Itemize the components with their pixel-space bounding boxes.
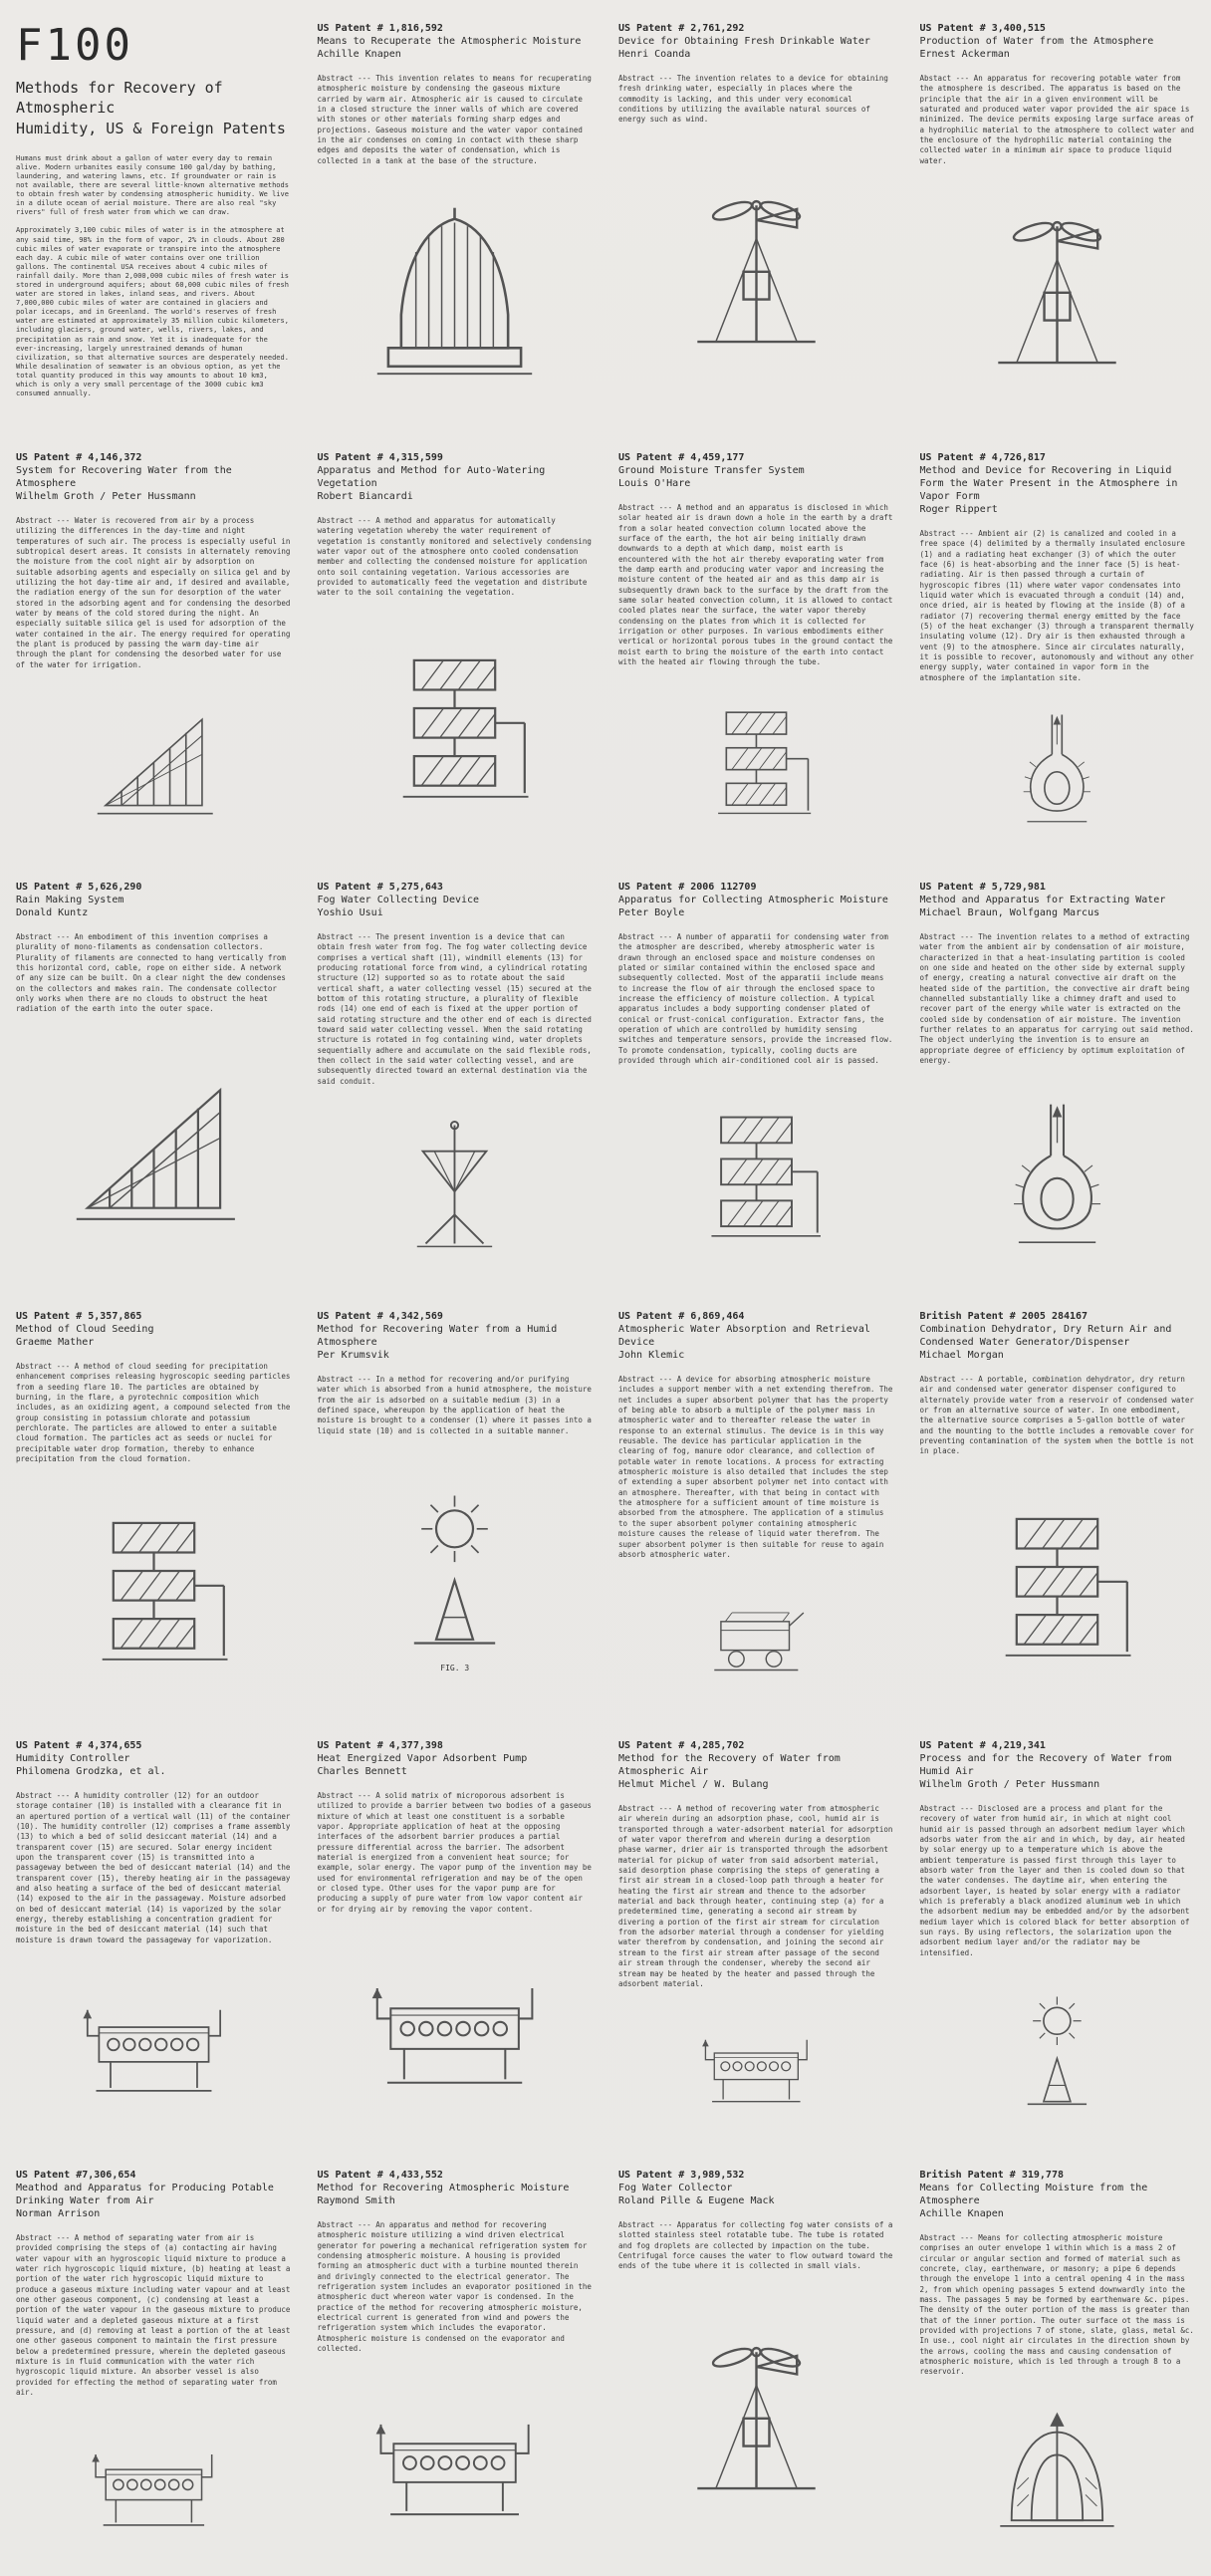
patent-figure	[318, 1915, 594, 2141]
patent-abstract: Abstract --- A solid matrix of microporous adsorbent is utilized to provide a barrier between two bodies of a gaseous mixture of which at least one constituent is a sorbable vapor. Appropriate application of heat at the opposing interfaces of the adsorbent barrier produces a partial pressure differential across the barrier. The adsorbent material is energized from a convenient heat source; for example, solar energy. The vapor pump of the invention may be used for environmental refrigeration and may be of the open or closed type. Other uses for the vapor pump are for producing a supply of pure water from low vapor content air or for drying air by removing the vapor content.	[317, 1791, 592, 1914]
patent-header	[318, 1310, 594, 1362]
patent-entry	[616, 0, 896, 429]
patent-entry	[918, 1288, 1198, 1717]
patent-abstract: Abstract --- A number of apparatii for condensing water from the atmospher are described, whereby atmospheric water is drawn through an enclosed space and moisture condenses on plated or similar contained within the enclosed space and subsequently collected. Most of the apparatii include means to increase the flow of air through the enclosed space to increase the efficiency of moisture collection. A typical apparatus includes a body supporting condenser plated of conical or frust-conical configuration. Extractor fans, the operation of which are controlled by humidity sensing switches and temperature sensors, provide the increased flow. To promote condensation, typically, cooling ducts are provided through which air-conditioned cool air is passed.	[618, 932, 893, 1066]
patent-entry	[918, 859, 1198, 1288]
patent-header	[16, 451, 292, 503]
patent-header	[16, 1310, 292, 1349]
patent-inventor: Louis O'Hare	[618, 478, 691, 489]
patent-figure	[618, 2272, 894, 2570]
patent-abstract: Abstract --- The present invention is a device that can obtain fresh water from fog. The fog water collecting device comprises a vertical shaft (11), windmill elements (13) for producing rotational force from wind, a cylindrical rotating structure (12) supported so as to rotate about the said vertical shaft, a water collecting vessel (15) secured at the bottom of this rotating structure, a plurality of flexible rods (14) one end of each is fixed at the upper portion of said rotating structure and the other end of each is directed toward said water collecting vessel. When the said rotating structure is rotated in fog containing wind, water droplets sequentially adhere and accumulate on the said flexible rods, then collect in the said water collecting vessel, and are subsequently directed toward an external destination via the said conduit.	[317, 932, 592, 1086]
patent-abstract: Abstract --- Ambient air (2) is canalized and cooled in a free space (4) delimited by a thermally insulated enclosure (1) and a radiating heat exchanger (3) of which the outer face (6) is heat-absorbing and the inner face (5) is heat-radiating. Air is then passed through a curtain of hygroscopic fibres (11) where water vapor condensates into liquid water which is evacuated through a conduit (14) and, once dried, air is heated by flowing at the inside (8) of a radiator (7) recovering thermal energy emitted by the face (5) of the heat exchanger (3) through a transparent thermally insulating volume (12). Dry air is then exhausted through a vent (9) to the atmosphere. Since air circulates naturally, it is possible to recover, autonomously and without any other energy supply, water contained in vapor form in the atmosphere of the implantation site.	[919, 529, 1194, 682]
machine-sketch-icon	[91, 2422, 217, 2548]
mast-sketch-icon	[664, 2330, 848, 2514]
patent-header	[618, 451, 894, 490]
patent-abstract: Abstract --- A method of separating water from air is provided comprising the steps of (a) contacting air having water vapour with an hygroscopic liquid mixture to produce a water rich hygroscopic liquid mixture, (b) heating at least a portion of the water rich hygroscopic liquid mixture to produce a gaseous mixture including water vapour and at least one other gaseous component, (c) condensing at least a portion of the water vapour in the gaseous mixture to produce liquid water and a depleted gaseous mixture at a first pressure, and (d) removing at least a portion of the at least one other gaseous component to maintain the first pressure below a predetermined pressure, wherein the depleted gaseous mixture is in fluid communication with the water rich hygroscopic liquid mixture. An absorber vessel is also provided for effecting the method of separating water from air.	[16, 2233, 291, 2398]
patent-number: US Patent # 5,626,290	[16, 882, 142, 893]
patent-entry	[14, 429, 294, 859]
patent-header	[618, 22, 894, 61]
patent-abstract: Abstract --- A portable, combination dehydrator, dry return air and condensed water generator dispenser configured to alternately provide water from a reservoir of condensed water or from an alternative source of water. In one embodiment, the alternative source comprises a 5-gallon bottle of water and the mounting to the bottle includes a removable cover for preventing contamination of the system when the bottle is not in place.	[919, 1375, 1194, 1456]
patent-number: US Patent # 4,433,552	[317, 2170, 443, 2181]
patent-entry	[316, 0, 596, 429]
patent-figure	[618, 668, 894, 854]
machine-sketch-icon	[701, 2011, 812, 2122]
box-wheel-sketch-icon	[701, 1582, 812, 1692]
patent-entry	[918, 2147, 1198, 2576]
patent-title: Atmospheric Water Absorption and Retrieval Device	[618, 1324, 870, 1348]
patent-number: US Patent # 4,459,177	[618, 452, 745, 463]
patent-entry	[316, 429, 596, 859]
patent-entry	[616, 429, 896, 859]
patent-inventor: Raymond Smith	[317, 2195, 395, 2206]
patent-figure	[318, 599, 594, 853]
patent-entry	[316, 1717, 596, 2147]
patent-title: Meathod and Apparatus for Producing Potable Drinking Water from Air	[16, 2183, 274, 2206]
patent-title: Method for Recovering Atmospheric Moisture	[317, 2183, 570, 2193]
patent-header	[920, 451, 1196, 516]
sunburst-sketch-icon	[990, 1983, 1124, 2118]
patent-entry	[14, 1288, 294, 1717]
patent-title: System for Recovering Water from the Atmosphere	[16, 465, 232, 489]
patent-title: Apparatus and Method for Auto-Watering Vegetation	[317, 465, 546, 489]
patent-header	[318, 881, 594, 919]
patent-header	[618, 1310, 894, 1362]
patent-number: US Patent # 5,357,865	[16, 1311, 142, 1322]
patent-entry	[918, 1717, 1198, 2147]
subtitle-line-1: Methods for Recovery of Atmospheric	[16, 79, 223, 118]
stack-sketch-icon	[363, 635, 547, 819]
patent-entry	[316, 1288, 596, 1717]
patent-abstract: Abstract --- In a method for recovering and/or purifying water which is absorbed from a humid atmosphere, the moisture from the air is adsorbed on a suitable medium (3) in a defined space, whereupon by the application of heat the moisture is brought to a condenser (1) where it passes into a liquid state (10) and is collected in a suitable manner.	[317, 1375, 592, 1435]
patent-figure	[16, 1945, 292, 2141]
lattice-sketch-icon	[87, 695, 221, 830]
patent-title: Production of Water from the Atmosphere	[919, 36, 1154, 47]
patent-header	[618, 881, 894, 919]
patent-title: Method for Recovering Water from a Humid Atmosphere	[317, 1324, 558, 1348]
patent-number: US Patent # 4,146,372	[16, 452, 142, 463]
patent-figure	[318, 1087, 594, 1282]
vessel-sketch-icon	[986, 2404, 1128, 2546]
patent-number: British Patent # 319,778	[919, 2170, 1064, 2181]
stack-sketch-icon	[676, 1095, 837, 1255]
figure-label: FIG. 3	[440, 1664, 470, 1674]
patent-inventor: Achille Knapen	[317, 49, 401, 60]
patent-header	[318, 22, 594, 61]
patent-number: US Patent # 4,285,702	[618, 1740, 745, 1751]
patent-header	[318, 1739, 594, 1778]
patent-title: Means for Collecting Moisture from the Atmosphere	[919, 2183, 1148, 2206]
machine-sketch-icon	[82, 1972, 226, 2117]
title-block	[14, 0, 294, 429]
patent-figure	[920, 1958, 1196, 2141]
patent-header	[318, 451, 594, 503]
subtitle-line-2: Humidity, US & Foreign Patents	[16, 119, 286, 137]
patent-title: Method of Cloud Seeding	[16, 1324, 154, 1335]
patent-inventor: Robert Biancardi	[317, 491, 413, 502]
patent-number: US Patent # 2006 112709	[618, 882, 757, 893]
patent-inventor: Graeme Mather	[16, 1337, 95, 1348]
patent-inventor: Charles Bennett	[317, 1766, 407, 1777]
patent-abstract: Abstract --- A device for absorbing atmospheric moisture includes a support member with a net extending therefrom. The net includes a super absorbent polymer that has the property of being able to absorb a multiple of the polymer mass in atmospheric water and to thereafter release the water in response to an external stimulus. The device is in this way reusable. The device has particular application in the clearing of fog, manure odor clearance, and collection of potable water in remote locations. A process for extracting atmospheric moisture is also detailed that includes the step of extending a super absorbent polymer net into contact with an atmosphere. Thereafter, with that being in contact with the atmosphere for a sufficient amount of time moisture is absorbed from the atmosphere. The application of a stimulus to the super absorbent polymer containing atmospheric moisture causes the release of liquid water therefrom. The super absorbent polymer is then suitable for reuse to again absorb atmospheric water.	[618, 1375, 893, 1559]
patent-header	[318, 2169, 594, 2207]
patent-header	[920, 1310, 1196, 1362]
patent-entry	[616, 1717, 896, 2147]
patent-abstract: Abstact --- An apparatus for recovering potable water from the atmosphere is described. The apparatus is based on the principle that the air in a given environment will be saturated and produced water vapor provided the air space is minimized. The device permits exposing large surface areas of a hydrophilic material to the atmosphere to collect water and the enclosure of the hydrophilic material containing the collected water in a minimum air space to produce liquid water.	[919, 74, 1194, 165]
patent-title: Process and for the Recovery of Water from Humid Air	[919, 1753, 1172, 1777]
patent-abstract: Abstract --- Means for collecting atmospheric moisture comprises an outer envelope 1 within which is a mass 2 of circular or angular section and formed of material such as concrete, clay, earthenware, or masonry; a pipe 6 depends through the envelope 1 into a central opening 4 in the mass 2, from which opening passages 5 extend downwardly into the mass. The passages 5 may be formed by earthenware &c. pipes. The density of the outer portion of the mass is greater than that of the inner portion. The outer surface ot the mass is provided with projections 7 of stone, slate, glass, metal &c. In use., cool night air circulates in the direction shown by the arrows, cooling the mass and causing condensation of atmospheric moisture, which is led through a trough 8 to a reservoir.	[919, 2233, 1194, 2377]
page-subtitle	[16, 78, 292, 138]
patent-title: Combination Dehydrator, Dry Return Air and Condensed Water Generator/Dispenser	[919, 1324, 1172, 1348]
patent-number: US Patent # 4,219,341	[919, 1740, 1046, 1751]
patent-abstract: Abstract --- The invention relates to a method of extracting water from the ambient air by condensation of air moisture, characterized in that a heat-insulating partition is cooled on one side and heated on the other side by external supply of energy, creating a natural convective air draft on the heated side of the partition, the convective air draft being channelled substantially like a chimney draft and used to recover part of the energy while water is extracted on the cooled side by condensation of air moisture. The invention further relates to an apparatus for carrying out said method. The object underlying the invention is to ensure an appropriate degree of efficiency by optimum exploitation of energy.	[919, 932, 1194, 1066]
patent-abstract: Abstract --- A method and an apparatus is disclosed in which solar heated air is drawn down a hole in the earth by a draft from a solar heated convection column located above the surface of the earth, the hot air being initially drawn downwards to a depth at which damp, moist earth is encountered with the hot air thereby evaporating water from the damp earth and producing water vapor and increasing the moisture content of the heated air and as this damp air is subsequently drawn back to the surface by the draft from the same solar heated convection column, it is allowed to contact cooled plates near the surface, the water vapor thereby condensing on the plates from which it is collected for irrigation or other purposes. In various embodiments either vertical or horizontal porous tubes in the ground contact the moist earth to bring the moisture of the earth into contact with the heated air flowing through the tube.	[618, 503, 893, 667]
patent-figure	[16, 1464, 292, 1711]
intro-paragraph-2: Approximately 3,100 cubic miles of water is in the atmosphere at any said time, 98% in the form of vapor, 2% in clouds. About 280 cubic miles of water evaporate or transpire into the atmosphere each day. A cubic mile of water contains over one trillion gallons. The continental USA receives about 4 cubic miles of rainfall daily. More than 2,000,000 cubic miles of fresh water is stored in underground aquifers; about 60,000 cubic miles of fresh water are stored in lakes, inland seas, and rivers. About 7,000,000 cubic miles of water are contained in glaciers and polar icecaps, and in Greenland. The world's reserves of fresh water are estimated at approximately 35 million cubic kilometers, including glaciers, ground water, wells, rivers, lakes, and precipitation as rain and snow. Yet it is inadequate for the ever-increasing, largely unrestrained demands of human civilization, so that alternative sources are desperately needed. While desalination of seawater is an obvious option, as yet the total quantity produced in this way amounts to about 10 km3, which is only a very small percentage of the 3000 cubic km3 consumed annually.	[16, 226, 289, 398]
patent-title: Rain Making System	[16, 895, 124, 905]
patent-header	[920, 881, 1196, 919]
patent-inventor: Philomena Grodzka, et al.	[16, 1766, 166, 1777]
patent-abstract: Abstract --- A method and apparatus for automatically watering vegetation whereby the water requirement of vegetation is constantly monitored and selectively condensing water vapor out of the atmosphere onto cooled condensation member and collecting the condensed moisture for application onto soil containing vegetation. Various accessories are provided to automatically feed the vegetation and distribute water to the soil containing the vegetation.	[317, 516, 592, 598]
patent-header	[920, 2169, 1196, 2220]
patent-header	[16, 2169, 292, 2220]
patent-number: US Patent # 6,869,464	[618, 1311, 745, 1322]
patent-title: Fog Water Collecting Device	[317, 895, 480, 905]
patent-entry	[316, 859, 596, 1288]
patent-inventor: Yoshio Usui	[317, 907, 383, 918]
stack-sketch-icon	[965, 1493, 1149, 1677]
patent-number: US Patent # 4,377,398	[317, 1740, 443, 1751]
patent-number: US Patent # 4,374,655	[16, 1740, 142, 1751]
patent-figure	[618, 126, 894, 423]
patent-inventor: Wilhelm Groth / Peter Hussmann	[16, 491, 196, 502]
patent-entry	[14, 2147, 294, 2576]
patent-figure	[920, 2378, 1196, 2570]
patent-inventor: Roger Rippert	[919, 504, 998, 515]
patent-figure	[618, 1066, 894, 1282]
patent-number: US Patent # 1,816,592	[317, 23, 443, 34]
mast-sketch-icon	[664, 183, 848, 368]
stack-sketch-icon	[688, 693, 825, 830]
bulb-sketch-icon	[977, 1095, 1137, 1255]
patent-number: US Patent # 3,400,515	[919, 23, 1046, 34]
patent-number: US Patent # 5,275,643	[317, 882, 443, 893]
patent-header	[16, 881, 292, 919]
stack-sketch-icon	[62, 1497, 246, 1681]
patent-inventor: Wilhelm Groth / Peter Hussmann	[919, 1779, 1100, 1790]
patent-figure	[920, 1066, 1196, 1282]
patent-inventor: Michael Morgan	[919, 1350, 1004, 1361]
patent-title: Means to Recuperate the Atmospheric Moisture	[317, 36, 582, 47]
dome-sketch-icon	[363, 204, 547, 388]
patent-figure	[16, 670, 292, 853]
patent-abstract: Abstract --- Disclosed are a process and plant for the recovery of water from humid air, in which at night cool humid air is passed through an adsorbent medium layer which adsorbs water from the air and in which, by day, air heated by solar energy up to a temperature which is above the ambient temperature is passed first through this layer to absorb water from the layer and then is cooled down so that the water condenses. The daytime air, when entering the adsorbent layer, is heated by solar energy with a radiator which is preferably a black anodized aluminum web in which the adsorbent medium may be embedded and/or by the adsorbent medium layer which is colored black for better absorption of sun rays. By using reflectors, the solarization upon the adsorbent medium layer and/or the radiator may be intensified.	[919, 1804, 1190, 1957]
patent-title: Fog Water Collector	[618, 2183, 733, 2193]
patent-number: US Patent # 4,726,817	[919, 452, 1046, 463]
patent-abstract: Abstract --- An embodiment of this invention comprises a plurality of mono-filaments as condensation collectors. Plurality of filaments are connected to hang vertically from this horizontal cord, cable, rope on either side. A network of any size can be built. On a clear night the dew condenses on the collectors and makes rain. The condensate collector only works when there are no clouds to obstruct the heat radiation of the earth into the outer space.	[16, 932, 286, 1014]
patent-abstract: Abstract --- A method of cloud seeding for precipitation enhancement comprises releasing hygroscopic seeding particles from a seeding flare 10. The particles are obtained by burning, in the flare, a pyrotechnic composition which includes, as an oxidizing agent, a compound selected from the group consisting in potassium chlorate and potassium perchlorate. The particles are allowed to enter a suitable cloud formation. The particles act as seeds or nuclei for precipitable water drop formation, thereby to enhance precipitation from the cloud formation.	[16, 1362, 291, 1464]
patent-title: Device for Obtaining Fresh Drinkable Water	[618, 36, 870, 47]
patent-abstract: Abstract --- Apparatus for collecting fog water consists of a slotted stainless steel rotatable tube. The tube is rotated and fog droplets are collected by impaction on the tube. Centrifugal force causes the water to flow outward toward the ends of the tube where it is collected in small vials.	[618, 2220, 893, 2271]
patent-inventor: Michael Braun, Wolfgang Marcus	[919, 907, 1100, 918]
patent-number: US Patent # 5,729,981	[919, 882, 1046, 893]
patent-abstract: Abstract --- A humidity controller (12) for an outdoor storage container (10) is installed with a clearance fit in an apertured portion of a vertical wall (11) of the container (10). The humidity controller (12) comprises a frame assembly (13) to which a bed of solid desiccant material (14) and a transparent cover (15) are secured. Solar energy incident upon the transparent cover (15) is transmitted into a passageway between the bed of desiccant material (14) and the transparent cover (15), thereby heating air in the passageway and also heating a surface of the bed of desiccant material (14) exposed to the air in the passageway. Moisture adsorbed on bed of desiccant material (14) is vaporized by the solar energy, thereby establishing a concentration gradient for moisture in the bed of desiccant material (14) such that moisture is drawn toward the passageway for vaporization.	[16, 1791, 291, 1944]
patent-entry	[616, 2147, 896, 2576]
patent-inventor: Roland Pille & Eugene Mack	[618, 2195, 775, 2206]
bulb-sketch-icon	[995, 707, 1119, 832]
patent-inventor: Donald Kuntz	[16, 907, 89, 918]
patent-inventor: Helmut Michel / W. Bulang	[618, 1779, 769, 1790]
lattice-sketch-icon	[62, 1057, 246, 1241]
patent-entry	[616, 859, 896, 1288]
patent-entry	[616, 1288, 896, 1717]
patent-abstract: Abstract --- The invention relates to a device for obtaining fresh drinking water, especially in places where the commodity is lacking, and this under very economical conditions by utilizing the available natural sources of energy such as wind.	[618, 74, 888, 125]
patent-figure	[618, 1989, 894, 2141]
machine-sketch-icon	[374, 2383, 535, 2543]
patent-inventor: Norman Arrison	[16, 2208, 101, 2219]
patent-figure	[920, 683, 1196, 853]
patent-abstract: Abstract --- A method of recovering water from atmospheric air wherein during an adsorption phase, cool, humid air is transported through a water-adsorbent material for adsorption of water vapor therefrom and wherein during a desorption phase warmer, drier air is transported through the adsorbent material for pickup of water from said adsorbent material, said desorption phase comprising the steps of generating a first air stream in a closed-loop path through a heater for heating the first air stream and thence to the adsorber material and back through heater, continuing step (a) for a predetermined time, generating a second air stream by divering a portion of the first air stream for circulation from the adsorber material through a condenser for yielding water therefrom by condensation, and joining the second air stream to the first air stream after passage of the second air stream through the condenser, whereby the second air stream may be heated by the heater and passed through the adsorbent material.	[618, 1804, 893, 1988]
patent-header	[618, 1739, 894, 1791]
patent-figure	[920, 1457, 1196, 1711]
patent-inventor: Achille Knapen	[919, 2208, 1004, 2219]
patent-figure	[318, 1436, 594, 1711]
patent-inventor: Ernest Ackerman	[919, 49, 1010, 60]
sunburst-sketch-icon	[363, 1477, 547, 1662]
patent-header	[16, 1739, 292, 1778]
patent-number: US Patent # 3,989,532	[618, 2170, 745, 2181]
patent-entry	[14, 859, 294, 1288]
patent-figure	[16, 1015, 292, 1282]
patent-number: US Patent # 4,315,599	[317, 452, 443, 463]
patent-inventor: Per Krumsvik	[317, 1350, 389, 1361]
patent-inventor: Henri Coanda	[618, 49, 691, 60]
patent-number: US Patent #7,306,654	[16, 2170, 136, 2181]
patent-figure	[318, 2354, 594, 2570]
patent-title: Method and Device for Recovering in Liquid Form the Water Present in the Atmosphere in Vapor Form	[919, 465, 1178, 502]
patent-entry	[918, 0, 1198, 429]
patent-figure	[16, 2399, 292, 2571]
patent-entry	[918, 429, 1198, 859]
cone-mast-sketch-icon	[382, 1114, 527, 1258]
patent-abstract: Abstract --- Water is recovered from air by a process utilizing the differences in the day-time and night temperatures of such air. The process is especially useful in subtropical desert areas. It consists in alternately removing the moisture from the cool night air by adsorption on suitable adsorbing agents and especially on silica gel and by utilizing the hot day-time air and, if desired and available, the radiation energy of the sun for desorption of the water stored in the adsorbing agent and for condensing the desorbed water by means of the cold stored during the night. An especially suitable silica gel is used for adsorption of the water contained in the air. The energy required for operating the plant is produced by passing the warm day-time air through the plant for condensing the desorbed water for use of the water for irrigation.	[16, 516, 291, 669]
patent-title: Humidity Controller	[16, 1753, 130, 1764]
patent-figure	[920, 166, 1196, 423]
patent-abstract: Abstract --- An apparatus and method for recovering atmospheric moisture utilizing a wind driven electrical generator for powering a mechanical refrigeration system for condensing atmospheric moisture. A housing is provided forming an atmospheric duct with a turbine mounted therein and drivingly connected to the electrical generator. The refrigeration system includes an evaporator positioned in the atmospheric duct whereon water vapor is condensed. In the practice of the method for recovering atmospheric moisture, electrical current is generated from wind and powers the refrigeration system which includes the evaporator. Atmospheric moisture is condensed on the evaporator and collected.	[317, 2220, 592, 2354]
patent-title: Method and Apparatus for Extracting Water	[919, 895, 1166, 905]
patent-header	[618, 2169, 894, 2207]
patent-inventor: John Klemic	[618, 1350, 685, 1361]
intro-paragraph-1: Humans must drink about a gallon of water every day to remain alive. Modern urbanites easily consume 100 gal/day by bathing, laundering, and watering lawns, etc. If groundwater or rain is not available, there are several little-known alternative methods to obtain fresh water by condensing atmospheric humidity. We live in a dilute ocean of aerial moisture. There are also real "sky rivers" full of fresh water from which we can draw.	[16, 153, 289, 217]
patent-title: Method for the Recovery of Water from Atmospheric Air	[618, 1753, 841, 1777]
machine-sketch-icon	[370, 1944, 539, 2113]
patent-entry	[316, 2147, 596, 2576]
patent-title: Ground Moisture Transfer System	[618, 465, 805, 476]
patent-abstract: Abstract --- This invention relates to means for recuperating atmospheric moisture by condensing the gaseous mixture carried by warm air. Atmospheric air is caused to circulate in a closed structure the inner walls of which are covered with stones or other materials forming sharp edges and projections. Gaseous moisture and the water vapor contained in the air condenses on coming in contact with these sharp edges and deposits the water of condensation, which is collected in a tank at the base of the structure.	[317, 74, 592, 165]
patent-entry	[14, 1717, 294, 2147]
patent-figure	[618, 1560, 894, 1711]
mast-sketch-icon	[965, 204, 1149, 388]
patent-number: US Patent # 2,761,292	[618, 23, 745, 34]
patent-header	[920, 1739, 1196, 1791]
patent-grid	[14, 0, 1197, 2576]
patent-figure	[318, 166, 594, 423]
patent-number: US Patent # 4,342,569	[317, 1311, 443, 1322]
patent-header	[920, 22, 1196, 61]
patent-title: Heat Energized Vapor Adsorbent Pump	[317, 1753, 528, 1764]
patent-number: British Patent # 2005 284167	[919, 1311, 1089, 1322]
patent-title: Apparatus for Collecting Atmospheric Moisture	[618, 895, 888, 905]
page-title: F100	[16, 20, 133, 71]
patent-inventor: Peter Boyle	[618, 907, 685, 918]
